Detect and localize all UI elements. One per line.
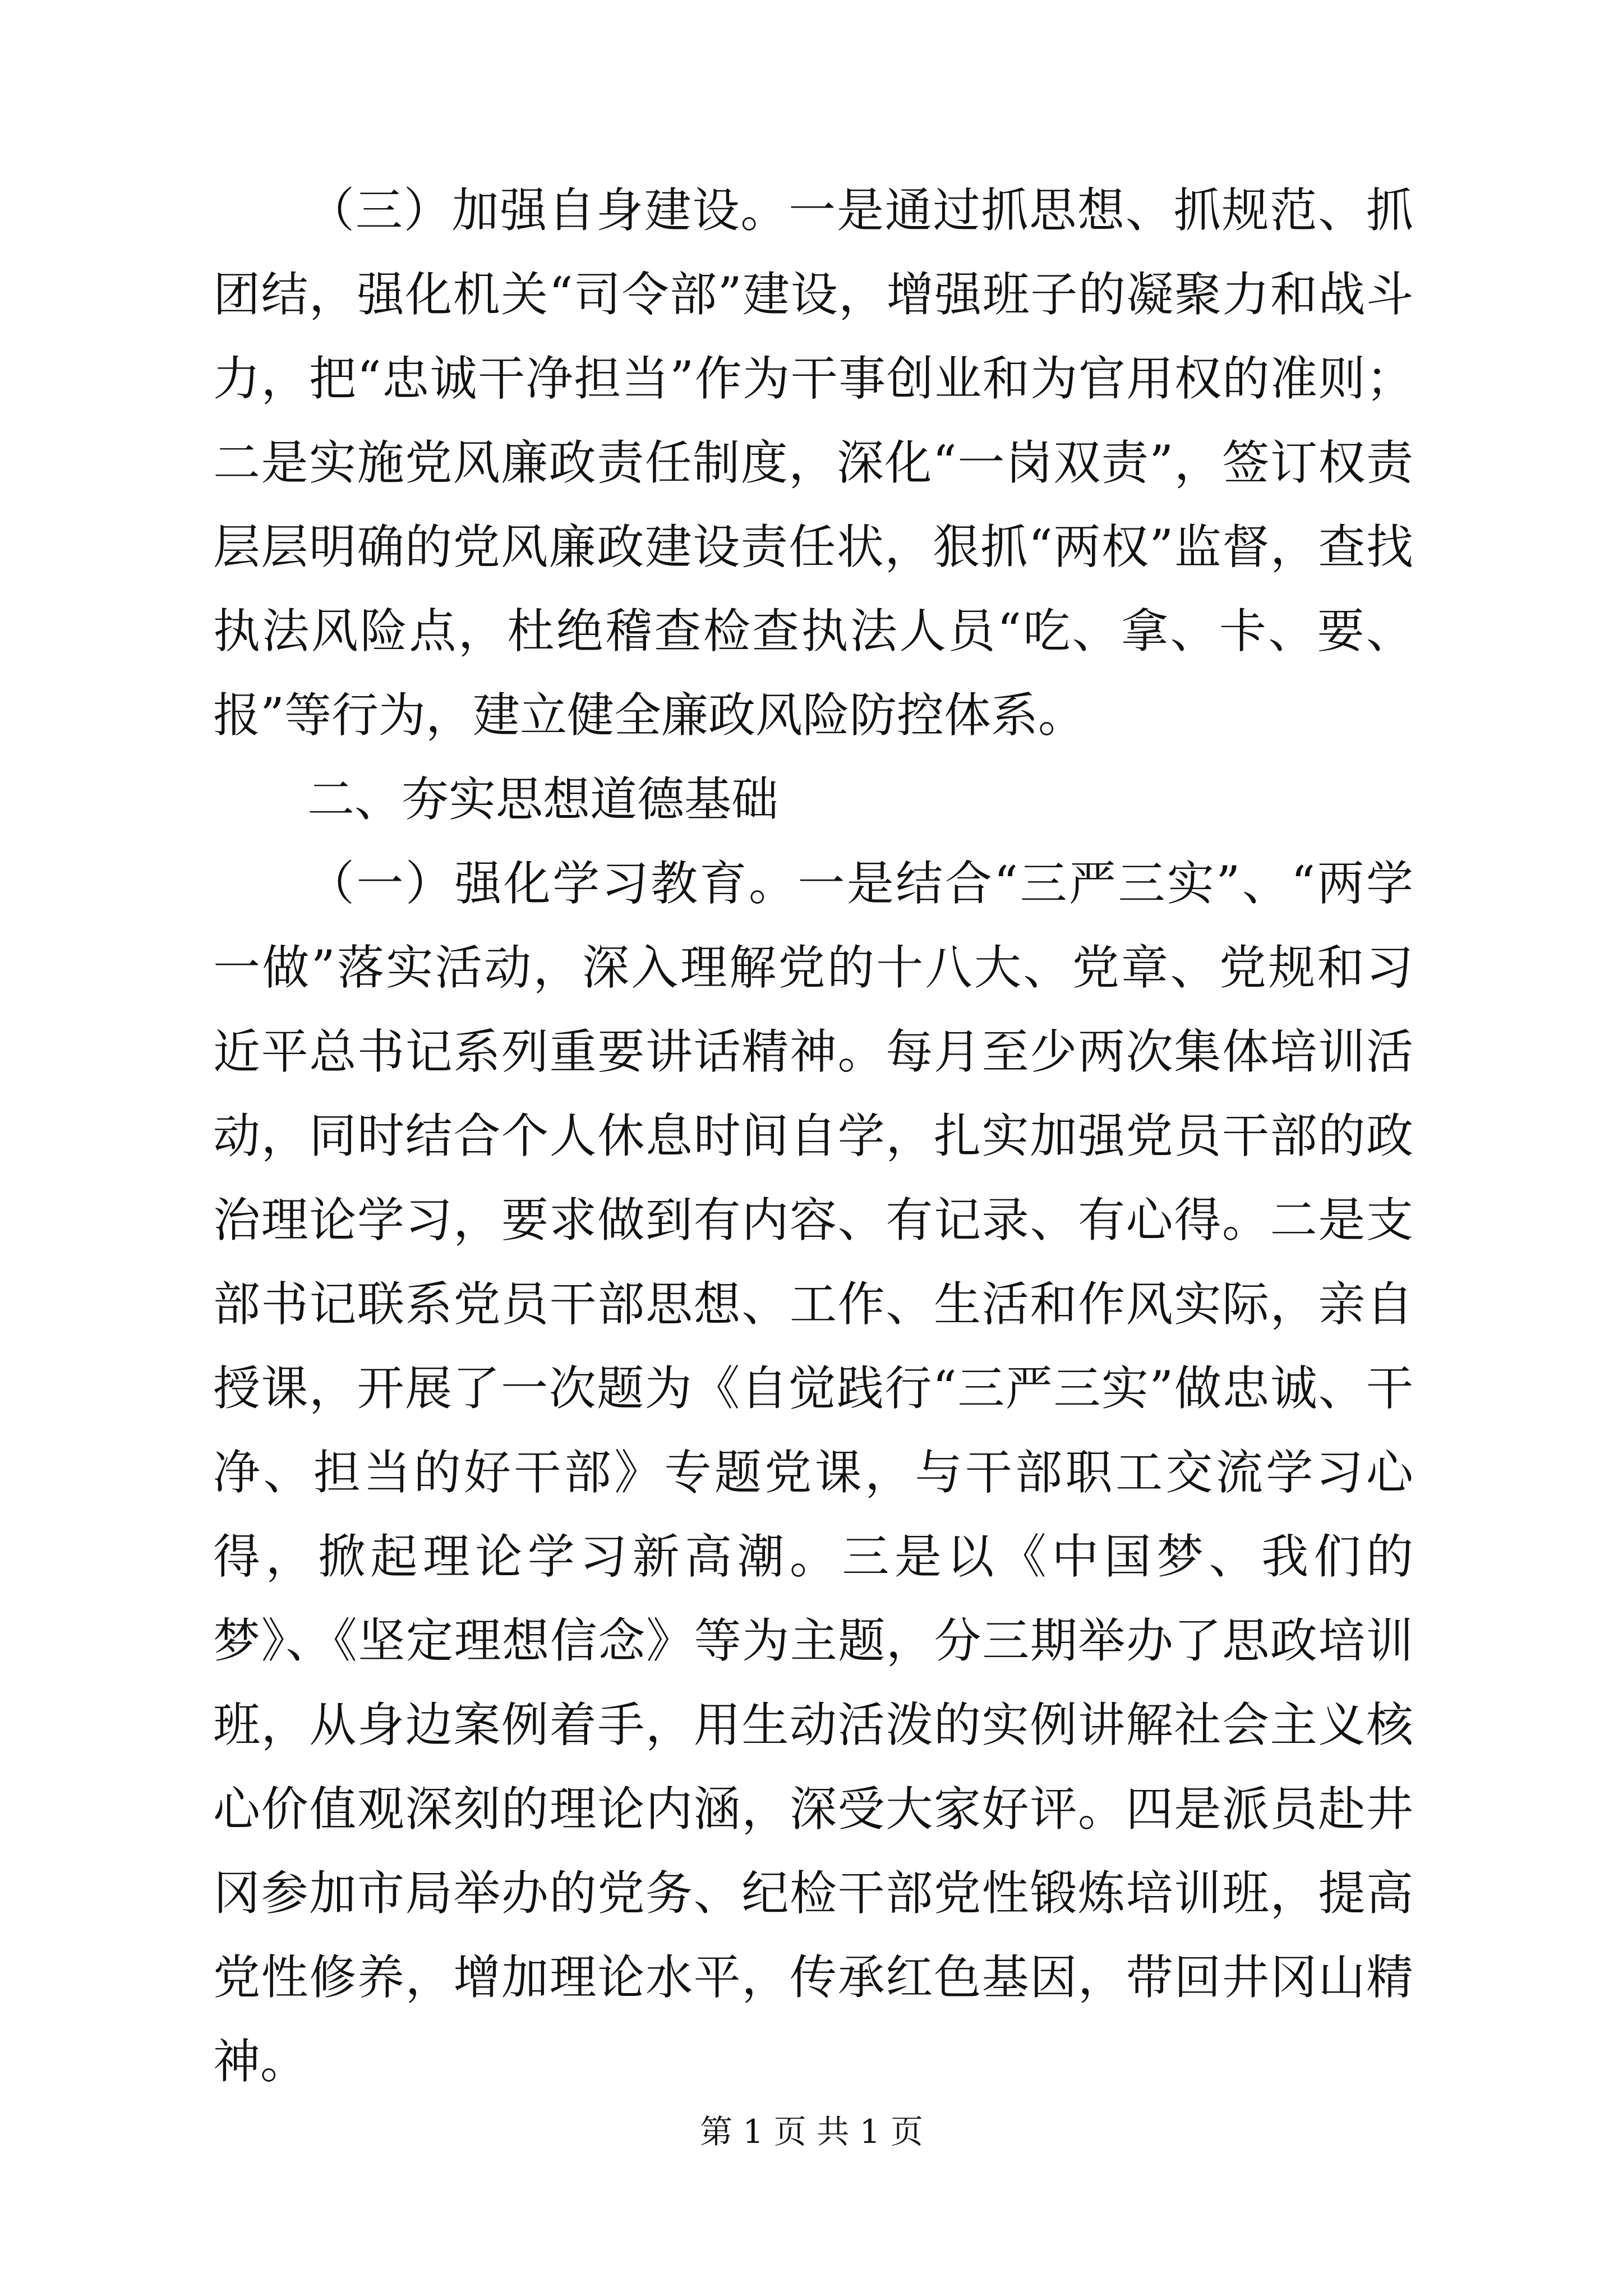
page-footer: 第 1 页 共 1 页 bbox=[700, 2113, 923, 2151]
paragraph-self-building: （三）加强自身建设。一是通过抓思想、抓规范、抓团结，强化机关“司令部”建设，增强班子的凝聚力和战斗力，把“忠诚干净担当”作为干事创业和为官用权的准则；二是实施党风廉政责任制度，深化“一岗双责”，签订权责层层明确的党风廉政建设责任状，狠抓“两权”监督，查找执法风险点，杜绝稽查检查执法人员“吃、拿、卡、要、报”等行为，建立健全廉政风险防控体系。 bbox=[213, 183, 1413, 743]
document-body bbox=[213, 168, 1413, 2104]
paragraph-study-education: （一）强化学习教育。一是结合“三严三实”、“两学一做”落实活动，深入理解党的十八大、党章、党规和习近平总书记系列重要讲话精神。每月至少两次集体培训活动，同时结合个人休息时间自学，扎实加强党员干部的政治理论学习，要求做到有内容、有记录、有心得。二是支部书记联系党员干部思想、工作、生活和作风实际，亲自授课，开展了一次题为《自觉践行“三严三实”做忠诚、干净、担当的好干部》专题党课，与干部职工交流学习心得，掀起理论学习新高潮。三是以《中国梦、我们的梦》、《坚定理想信念》等为主题，分三期举办了思政培训班，从身边案例着手，用生动活泼的实例讲解社会主义核心价值观深刻的理论内涵，深受大家好评。四是派员赴井冈参加市局举办的党务、纪检干部党性锻炼培训班，提高党性修养，增加理论水平，传承红色基因，带回井冈山精神。 bbox=[213, 856, 1413, 2089]
section-heading-ideology: 二、夯实思想道德基础 bbox=[307, 772, 779, 827]
